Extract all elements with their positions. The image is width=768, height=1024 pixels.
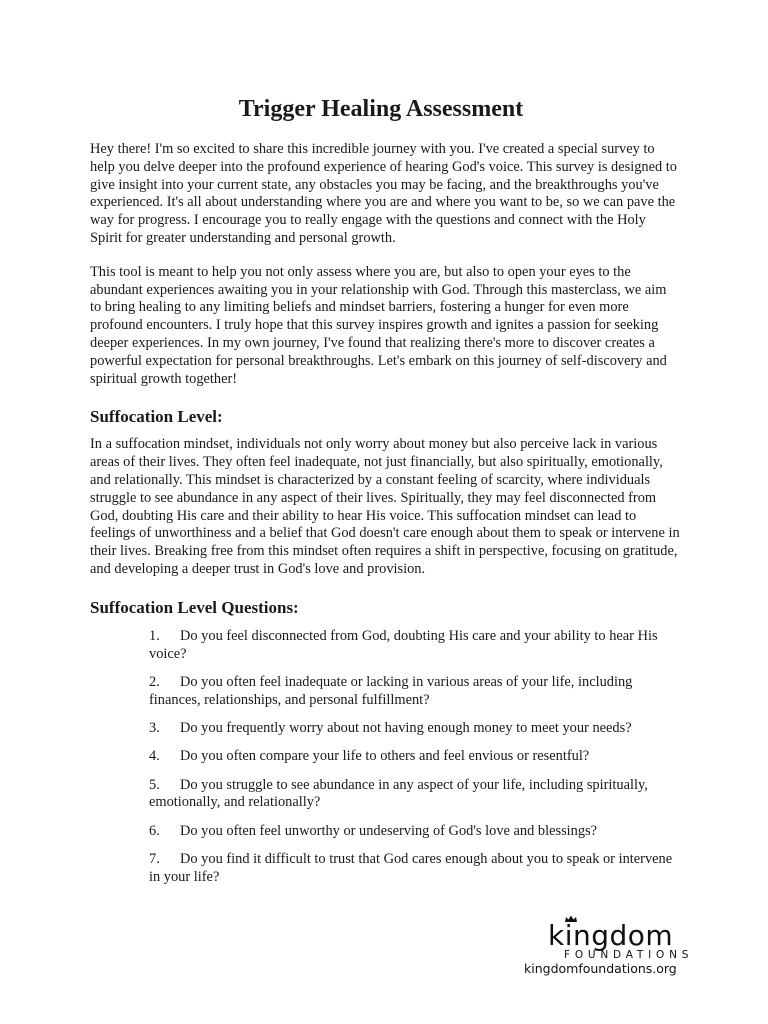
question-item xyxy=(149,674,680,710)
question-number: 5. xyxy=(149,776,160,793)
intro-paragraph-1: Hey there! I'm so excited to share this incredible journey with you. I've created a special survey to help you delve deeper into the profound experience of hearing God's voice. This survey is designed to give insight into your current state, any obstacles you may be facing, and the breakthroughs you've experienced. It's all about understanding where you are and where you want to be, so we can pave the way for progress. I encourage you to really engage with the questions and connect with the Holy Spirit for greater understanding and personal growth. xyxy=(90,141,677,246)
website-url: kingdomfoundations.org xyxy=(524,961,677,976)
page-title: Trigger Healing Assessment xyxy=(238,96,524,122)
question-item xyxy=(149,851,680,887)
intro-paragraph-2: This tool is meant to help you not only assess where you are, but also to open your eyes to the abundant experiences awaiting you in your relationship with God. Through this masterclass, we aim to bring healing to any limiting beliefs and mindset barriers, fostering a hunger for even more profound encounters. I truly hope that this survey inspires growth and ignites a passion for seeking deeper experiences. In my own journey, I've found that realizing there's more to discover creates a powerful expectation for personal breakthroughs. Let's embark on this journey of self-discovery and spiritual growth together! xyxy=(90,263,667,387)
question-number: 1. xyxy=(149,627,160,644)
question-text: Do you often feel unworthy or undeserving of God's love and blessings? xyxy=(180,822,598,839)
logo-wordmark: kingdom xyxy=(548,919,674,952)
question-item xyxy=(149,777,680,813)
question-number: 2. xyxy=(149,673,160,690)
kingdom-foundations-logo xyxy=(524,919,694,981)
question-item xyxy=(149,628,680,664)
questions-heading: Suffocation Level Questions: xyxy=(90,597,299,617)
question-text: Do you find it difficult to trust that God cares enough about you to speak or intervene in your life? xyxy=(149,850,673,885)
question-number: 3. xyxy=(149,719,160,736)
question-number: 7. xyxy=(149,850,160,867)
logo-subtitle: FOUNDATIONS xyxy=(564,949,694,961)
question-item xyxy=(149,748,680,766)
questions-list xyxy=(90,628,680,887)
suffocation-level-paragraph: In a suffocation mindset, individuals not only worry about money but also perceive lack in various areas of their lives. They often feel inadequate, not just financially, but also spiritually, emotionally, and relationally. This mindset is characterized by a constant feeling of scarcity, where individuals struggle to see abundance in any aspect of their lives. Spiritually, they may feel disconnected from God, doubting His care and their ability to hear His voice. This suffocation mindset can lead to feelings of unworthiness and a belief that God doesn't care enough about them to speak or intervene in their lives. Breaking free from this mindset often requires a shift in perspective, focusing on gratitude, and developing a deeper trust in God's love and provision. xyxy=(90,436,680,577)
question-text: Do you feel disconnected from God, doubting His care and your ability to hear His voice? xyxy=(149,627,658,662)
question-text: Do you struggle to see abundance in any aspect of your life, including spiritually, emotionally, and relationally? xyxy=(149,776,648,811)
question-text: Do you often feel inadequate or lacking in various areas of your life, including finances, relationships, and personal fulfillment? xyxy=(149,673,633,708)
question-text: Do you often compare your life to others and feel envious or resentful? xyxy=(180,748,590,765)
question-item xyxy=(149,720,680,738)
document-body xyxy=(90,141,680,897)
suffocation-level-heading: Suffocation Level: xyxy=(90,407,223,427)
question-text: Do you frequently worry about not having enough money to meet your needs? xyxy=(180,719,632,736)
question-number: 6. xyxy=(149,822,160,839)
question-number: 4. xyxy=(149,748,160,765)
question-item xyxy=(149,823,680,841)
